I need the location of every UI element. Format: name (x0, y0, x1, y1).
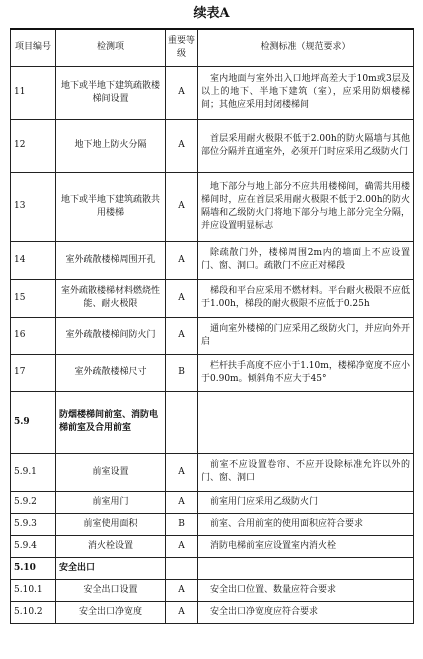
header-level: 重要等级 (166, 29, 198, 66)
row-item: 前室设置 (56, 453, 166, 491)
row-level: A (166, 279, 198, 317)
inspection-table (10, 28, 414, 624)
row-standard: 首层采用耐火极限不低于2.00h的防火隔墙与其他部位分隔并直通室外，必须开门时应采用乙级防火门 (198, 119, 414, 172)
row-level: A (166, 241, 198, 279)
row-item: 室外疏散楼梯材料燃烧性能、耐火极限 (56, 279, 166, 317)
row-level: A (166, 172, 198, 241)
row-standard: 安全出口净宽度应符合要求 (198, 601, 414, 623)
row-id: 13 (11, 172, 56, 241)
row-standard: 通向室外楼梯的门应采用乙级防火门，并应向外开启 (198, 317, 414, 354)
table-row (11, 354, 414, 391)
row-id: 5.10.2 (11, 601, 56, 623)
row-level: A (166, 601, 198, 623)
row-id: 5.9.1 (11, 453, 56, 491)
row-standard: 梯段和平台应采用不燃材料。平台耐火极限不应低于1.00h，梯段的耐火极限不应低于0.25h (198, 279, 414, 317)
row-id: 11 (11, 66, 56, 119)
table-row (11, 279, 414, 317)
row-item: 室外疏散楼梯周围开孔 (56, 241, 166, 279)
row-level: A (166, 535, 198, 557)
row-item: 安全出口设置 (56, 579, 166, 601)
row-level: A (166, 453, 198, 491)
row-level: A (166, 491, 198, 513)
table-row (11, 241, 414, 279)
row-id: 5.10.1 (11, 579, 56, 601)
row-level: A (166, 317, 198, 354)
row-level: A (166, 119, 198, 172)
row-standard: 前室用门应采用乙级防火门 (198, 491, 414, 513)
row-level: B (166, 354, 198, 391)
header-id: 项目编号 (11, 29, 56, 66)
row-level: B (166, 513, 198, 535)
row-id: 5.9.2 (11, 491, 56, 513)
row-standard (198, 557, 414, 579)
row-item: 前室使用面积 (56, 513, 166, 535)
row-standard: 消防电梯前室应设置室内消火栓 (198, 535, 414, 557)
section-row (11, 557, 414, 579)
row-id: 17 (11, 354, 56, 391)
row-standard: 前室不应设置卷帘、不应开设除标准允许以外的门、窗、洞口 (198, 453, 414, 491)
section-title: 安全出口 (56, 557, 166, 579)
row-standard (198, 391, 414, 453)
row-item: 地下地上防火分隔 (56, 119, 166, 172)
table-header-row (11, 29, 414, 66)
row-level: A (166, 579, 198, 601)
row-item: 地下或半地下建筑疏散楼梯间设置 (56, 66, 166, 119)
row-standard: 室内地面与室外出入口地坪高差大于10m或3层及以上的地下、半地下建筑（室），应采用防烟楼梯间；其他应采用封闭楼梯间 (198, 66, 414, 119)
row-standard: 除疏散门外，楼梯周围2m内的墙面上不应设置门、窗、洞口。疏散门不应正对梯段 (198, 241, 414, 279)
row-item: 地下或半地下建筑疏散共用楼梯 (56, 172, 166, 241)
section-id: 5.10 (11, 557, 56, 579)
table-row (11, 172, 414, 241)
row-item: 前室用门 (56, 491, 166, 513)
section-id: 5.9 (11, 391, 56, 453)
row-level (166, 557, 198, 579)
row-id: 14 (11, 241, 56, 279)
table-row (11, 119, 414, 172)
row-standard: 安全出口位置、数量应符合要求 (198, 579, 414, 601)
row-standard: 栏杆扶手高度不应小于1.10m，楼梯净宽度不应小于0.90m。倾斜角不应大于45° (198, 354, 414, 391)
row-level (166, 391, 198, 453)
header-item: 检测项 (56, 29, 166, 66)
section-title: 防烟楼梯间前室、消防电梯前室及合用前室 (56, 391, 166, 453)
table-title: 续表A (193, 6, 230, 21)
table-row (11, 535, 414, 557)
table-row (11, 579, 414, 601)
row-id: 12 (11, 119, 56, 172)
row-id: 5.9.4 (11, 535, 56, 557)
table-row (11, 513, 414, 535)
row-item: 安全出口净宽度 (56, 601, 166, 623)
table-row (11, 66, 414, 119)
row-id: 16 (11, 317, 56, 354)
table-row (11, 317, 414, 354)
row-item: 室外疏散楼梯尺寸 (56, 354, 166, 391)
row-item: 消火栓设置 (56, 535, 166, 557)
row-level: A (166, 66, 198, 119)
table-row (11, 601, 414, 623)
header-standard: 检测标准（规范要求） (198, 29, 414, 66)
row-standard: 前室、合用前室的使用面积应符合要求 (198, 513, 414, 535)
row-item: 室外疏散楼梯间防火门 (56, 317, 166, 354)
section-row (11, 391, 414, 453)
row-id: 15 (11, 279, 56, 317)
table-row (11, 453, 414, 491)
row-standard: 地下部分与地上部分不应共用楼梯间，确需共用楼梯间时，应在首层采用耐火极限不低于2.00h的防火隔墙和乙级防火门将地下部分与地上部分完全分隔，并应设置明显标志 (198, 172, 414, 241)
table-row (11, 491, 414, 513)
row-id: 5.9.3 (11, 513, 56, 535)
